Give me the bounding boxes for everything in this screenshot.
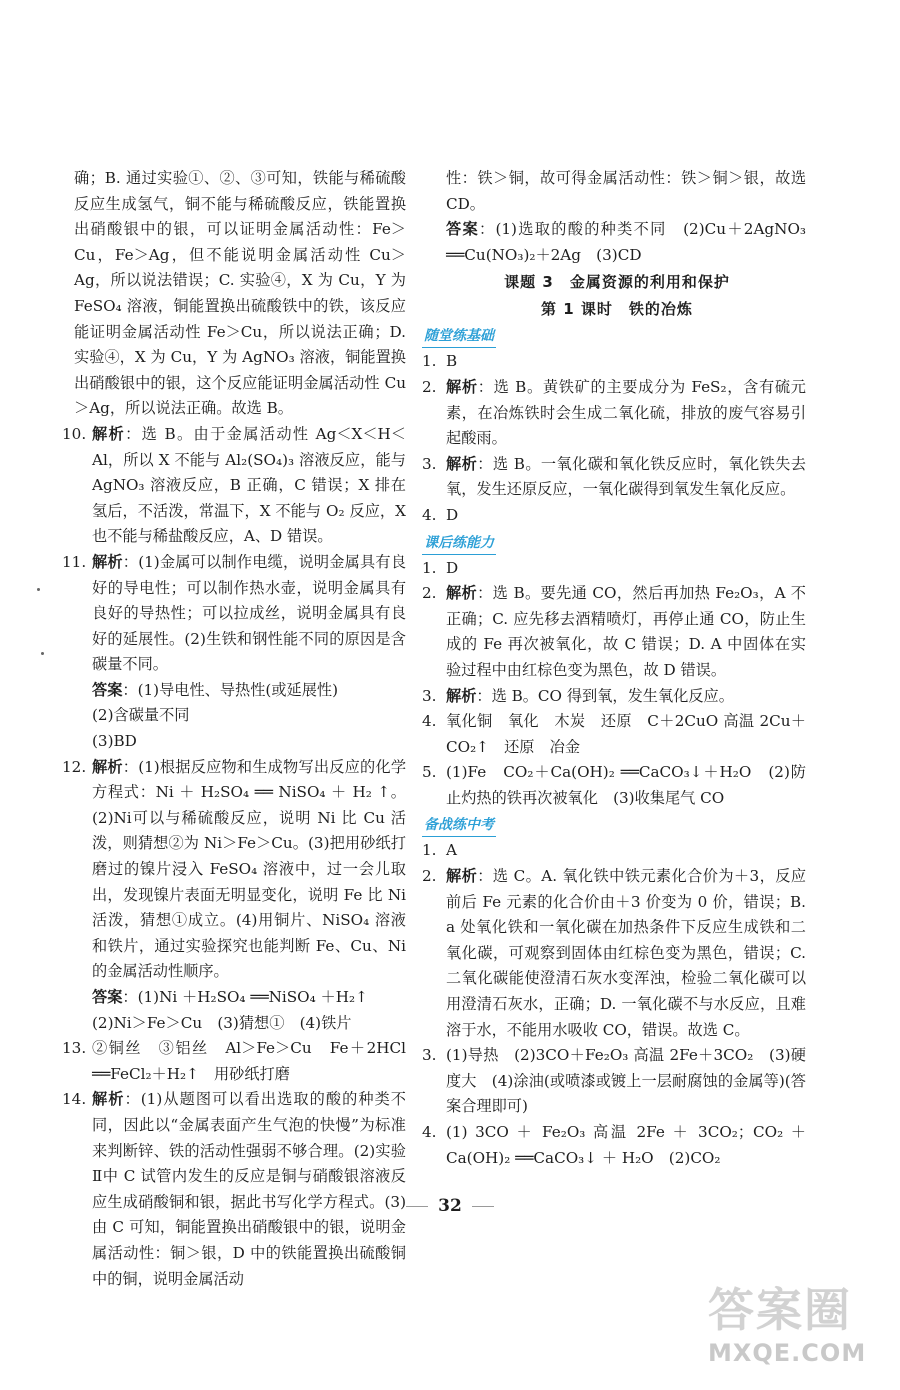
answer-line: (3)BD [92, 732, 137, 751]
analysis-label: 解析 [92, 552, 123, 571]
list-item: 1. A [422, 841, 457, 860]
analysis-text: ：选 B。由于金属活动性 Ag＜X＜H＜Al，所以 X 不能与 Al₂(SO₄)₃ 溶液反应，能与 AgNO₃ 溶液反应，B 正确，C 错误；X 排在氢后，不活泼，常温下，X 不能与 O₂ 反应，X 也不能与稀盐酸反应，A、D 错误。 [92, 424, 406, 546]
lesson-subtitle: 第 1 课时 铁的冶炼 [541, 300, 693, 319]
watermark-logo: 答案圈 [708, 1283, 852, 1337]
list-item: 4. D [422, 505, 459, 524]
right-column [422, 166, 807, 1171]
question-number: 14. [62, 1090, 87, 1109]
list-item: 1. B [422, 352, 458, 371]
answer-label: 答案 [92, 988, 123, 1006]
question-number: 12. [62, 757, 87, 776]
list-item: 3. (1)导热 (2)3CO＋Fe₂O₃ 高温 2Fe＋3CO₂ (3)硬度大 (4)涂油(或喷漆或镀上一层耐腐蚀的金属等)(答案合理即可) [422, 1046, 806, 1116]
lesson-title: 课题 3 金属资源的利用和保护 [504, 273, 730, 292]
scan-speck [41, 652, 44, 655]
watermark [708, 1282, 888, 1382]
answer-line: 答案：(1)选取的酸的种类不同 (2)Cu＋2AgNO₃ ══Cu(NO₃)₂＋2Ag (3)CD [446, 220, 806, 264]
list-item: 3. 解析：选 B。一氧化碳和氧化铁反应时，氧化铁失去氧，发生还原反应，一氧化碳得到氧发生氧化反应。 [422, 454, 806, 499]
question-11 [62, 550, 407, 678]
section-ability [422, 529, 806, 812]
question-number: 10. [62, 424, 87, 443]
section-exam [422, 811, 807, 1171]
list-item: 3. 解析：选 B。CO 得到氧，发生氧化反应。 [422, 686, 734, 705]
continued-text: 确；B. 通过实验①、②、③可知，铁能与稀硫酸反应生成氢气，铜不能与稀硫酸反应，铁能置换出硝酸银中的银，可以证明金属活动性：Fe＞Cu，Fe＞Ag，但不能说明金属活动性 Cu＞Ag，所以说法错误；C. 实验④，X 为 Cu，Y 为 FeSO₄ 溶液，铜能置换出硫酸铁中的铁，该反应能证明金属活动性 Fe＞Cu，所以说法正确；D. 实验④，X 为 Cu，Y 为 AgNO₃ 溶液，铜能置换出硝酸银中的银，这个反应能证明金属活动性 Cu＞Ag，所以说法正确。故选 B。 [74, 169, 406, 418]
page-number: 32 [438, 1196, 462, 1216]
section-title: 备战练中考 [422, 814, 496, 837]
answer-line: 答案：(1)Ni ＋H₂SO₄ ══NiSO₄ ＋H₂↑ [92, 988, 368, 1006]
list-item: 2. 解析：选 B。黄铁矿的主要成分为 FeS₂，含有硫元素，在冶炼铁时会生成二氧化硫，排放的废气容易引起酸雨。 [422, 377, 806, 448]
list-item: 4. (1) 3CO ＋ Fe₂O₃ 高温 2Fe ＋ 3CO₂；CO₂ ＋ Ca(OH)₂ ══CaCO₃↓ ＋ H₂O (2)CO₂ [422, 1123, 806, 1167]
scan-speck [37, 588, 40, 591]
answer-label: 答案 [446, 220, 479, 239]
list-item: 1. D [422, 558, 459, 577]
list-item: 5. (1)Fe CO₂＋Ca(OH)₂ ══CaCO₃↓＋H₂O (2)防止灼热的铁再次被氧化 (3)收集尾气 CO [422, 763, 806, 807]
answer-line: (2)含碳量不同 [92, 706, 190, 725]
section-title: 随堂练基础 [422, 325, 496, 348]
analysis-label: 解析 [92, 757, 123, 776]
continued-text: 性：铁＞铜，故可得金属活动性：铁＞铜＞银，故选 CD。 [446, 169, 806, 213]
analysis-text: ：(1)从题图可以看出选取的酸的种类不同，因此以“金属表面产生气泡的快慢”为标准来判断锌、铁的活动性强弱不够合理。(2)实验Ⅱ中 C 试管内发生的反应是铜与硝酸银溶液反应生成硝酸铜和银，据此书写化学方程式。(3)由 C 可知，铜能置换出硝酸银中的银，说明金属活动性：铜＞银，D 中的铁能置换出硫酸铜中的铜，说明金属活动 [92, 1090, 406, 1288]
section-basic [422, 322, 806, 528]
question-14 [62, 1087, 406, 1292]
answer-line: (2)Ni＞Fe＞Cu (3)猜想① (4)铁片 [92, 1013, 352, 1032]
analysis-label: 解析 [92, 424, 126, 443]
page-footer [0, 1196, 900, 1216]
list-item: 2. 解析：选 C。A. 氧化铁中铁元素化合价为＋3，反应前后 Fe 元素的化合价由＋3 价变为 0 价，错误；B. a 处氧化铁和一氧化碳在加热条件下反应生成铁和二氧化碳，可观察到固体由红棕色变为黑色，错误；C. 二氧化碳能使澄清石灰水变浑浊，检验二氧化碳可以用澄清石灰水，正确；D. 一氧化碳不与水反应，且难溶于水，不能用水吸收 CO，错误。故选 C。 [422, 867, 807, 1039]
section-title: 课后练能力 [422, 532, 496, 555]
analysis-label: 解析 [92, 1090, 125, 1109]
answer-text: ②铜丝 ③铝丝 Al＞Fe＞Cu Fe＋2HCl ══FeCl₂＋H₂↑ 用砂纸打磨 [92, 1039, 406, 1083]
question-12 [62, 755, 407, 985]
question-number: 13. [62, 1039, 87, 1058]
question-10 [62, 422, 406, 550]
answer-label: 答案 [92, 680, 123, 699]
question-number: 11. [62, 552, 87, 571]
footer-dash [472, 1206, 494, 1207]
left-column [62, 166, 407, 1292]
list-item: 2. 解析：选 B。要先通 CO，然后再加热 Fe₂O₃，A 不正确；C. 应先移去酒精喷灯，再停止通 CO，防止生成的 Fe 再次被氧化，故 C 错误；D. A 中固体在实验过程中由红棕色变为黑色，故 D 错误。 [422, 584, 806, 679]
analysis-text: ：(1)金属可以制作电缆，说明金属具有良好的导电性；可以制作热水壶，说明金属具有良好的导热性；可以拉成丝，说明金属具有良好的延展性。(2)生铁和钢性能不同的原因是含碳量不同。 [92, 552, 407, 674]
question-13 [62, 1036, 406, 1087]
footer-dash [406, 1206, 428, 1207]
watermark-url: MXQE.COM [708, 1339, 867, 1367]
answer-line: 答案：(1)导电性、导热性(或延展性) [92, 680, 338, 699]
list-item: 4. 氧化铜 氧化 木炭 还原 C＋2CuO 高温 2Cu＋CO₂↑ 还原 冶金 [422, 712, 806, 756]
analysis-text: ：(1)根据反应物和生成物写出反应的化学方程式：Ni ＋ H₂SO₄ ══ NiSO₄ ＋ H₂ ↑。(2)Ni可以与稀硫酸反应，说明 Ni 比 Cu 活泼，则猜想②为 Ni＞Fe＞Cu。(3)把用砂纸打磨过的镍片浸入 FeSO₄ 溶液中，过一会儿取出，发现镍片表面无明显变化，说明 Fe 比 Ni 活泼，猜想①成立。(4)用铜片、NiSO₄ 溶液和铁片，通过实验探究也能判断 Fe、Cu、Ni 的金属活动性顺序。 [92, 757, 407, 981]
